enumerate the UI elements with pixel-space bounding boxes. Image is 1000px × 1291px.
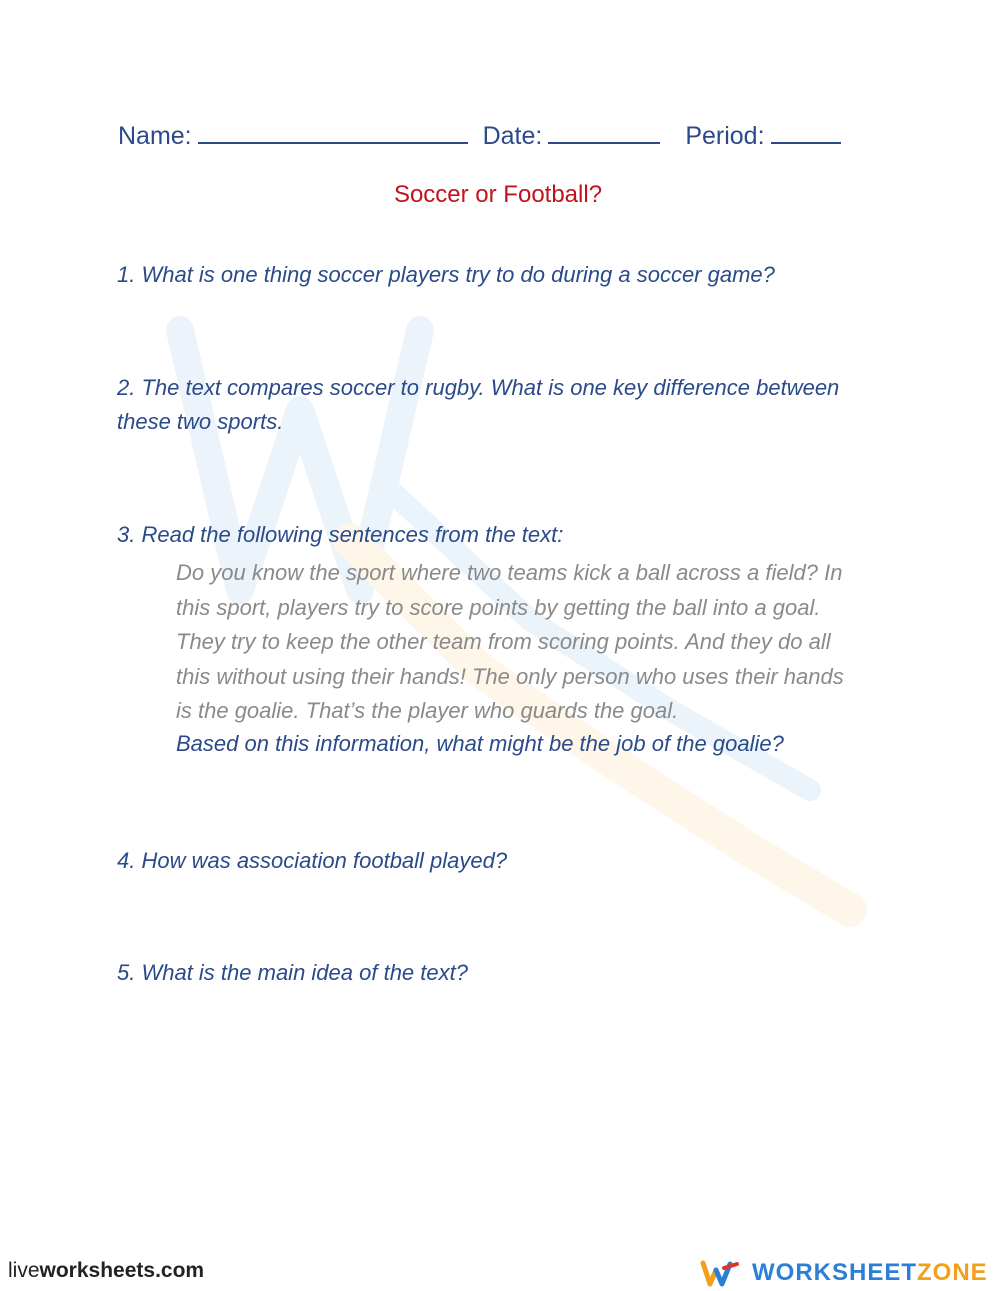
- question-4: 4. How was association football played?: [117, 848, 508, 873]
- excerpt-line: this without using their hands! The only person who uses their hands: [176, 663, 844, 689]
- logo-suffix: .com: [155, 1259, 205, 1282]
- logo-bold: worksheets: [39, 1259, 156, 1282]
- text-excerpt: [176, 556, 896, 729]
- logo-prefix: live: [8, 1259, 40, 1282]
- question-3-followup: Based on this information, what might be the job of the goalie?: [176, 731, 784, 756]
- worksheet-title: Soccer or Football?: [393, 181, 603, 208]
- question-5: 5. What is the main idea of the text?: [117, 960, 468, 985]
- question-2-line-1: 2. The text compares soccer to rugby. What is one key difference between: [117, 375, 840, 400]
- date-field[interactable]: [548, 120, 660, 144]
- student-info-row: [118, 120, 858, 151]
- question-2-line-2: these two sports.: [117, 409, 284, 434]
- excerpt-line: is the goalie. That’s the player who guards the goal.: [176, 698, 679, 723]
- excerpt-line: Do you know the sport where two teams kick a ball across a field? In: [176, 560, 843, 585]
- wordmark-part-1: WORKSHEET: [752, 1259, 917, 1286]
- date-label: Date:: [482, 122, 543, 150]
- question-3: 3. Read the following sentences from the text:: [117, 522, 564, 547]
- name-field[interactable]: [198, 120, 468, 144]
- liveworksheets-logo[interactable]: [8, 1259, 204, 1283]
- period-label: Period:: [685, 122, 765, 150]
- question-1: 1. What is one thing soccer players try to do during a soccer game?: [117, 262, 775, 287]
- period-field[interactable]: [771, 120, 841, 144]
- excerpt-line: this sport, players try to score points by getting the ball into a goal.: [176, 594, 821, 620]
- worksheetzone-wordmark: [752, 1259, 988, 1287]
- name-label: Name:: [118, 122, 192, 150]
- worksheetzone-w-icon: [700, 1258, 740, 1288]
- wordmark-part-2: ZONE: [917, 1259, 988, 1286]
- question-2: [117, 371, 897, 439]
- worksheetzone-logo[interactable]: [700, 1256, 988, 1290]
- excerpt-line: They try to keep the other team from scoring points. And they do all: [176, 629, 831, 654]
